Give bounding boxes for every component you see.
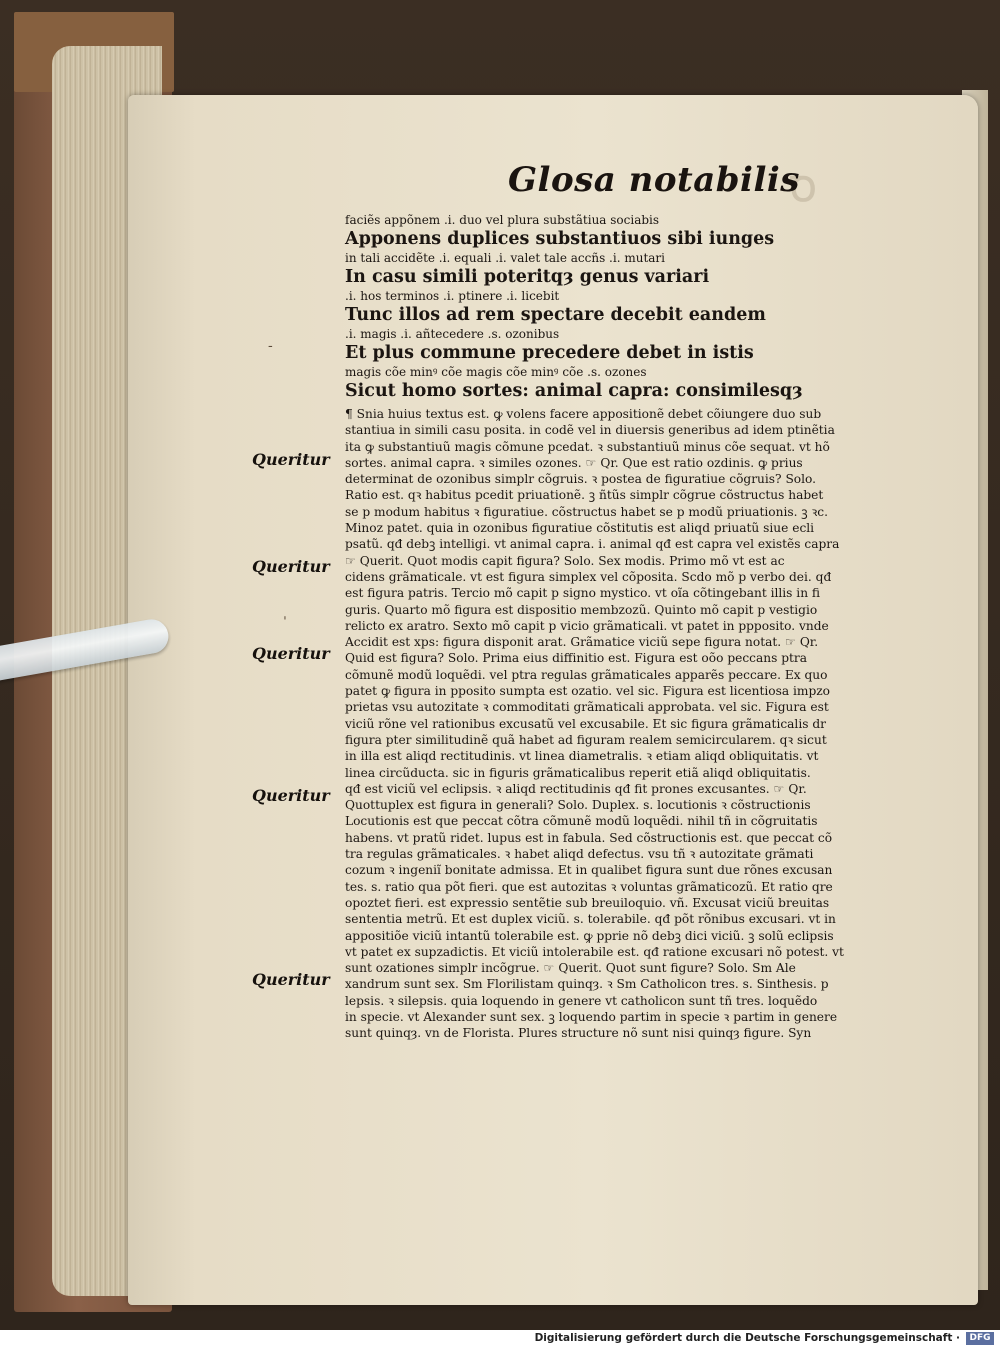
commentary-line: opoztet fieri. est expressio sentẽtie sub breuiloquio. vñ. Excusat viciũ breuitas [345, 895, 830, 910]
verse-block [345, 212, 803, 402]
commentary-line: relicto ex aratro. Sexto mõ capit p vicio grãmaticali. vt patet in ppposito. vnde [345, 618, 829, 633]
commentary-line: ita ꝙ substantiuũ magis cõmune pcedat. ꝛ substantiuũ minus cõe sequat. vt hõ [345, 439, 830, 454]
commentary-line: sunt quinqȝ. vn de Florista. Plures structure nõ sunt nisi quinqȝ figure. Syn [345, 1026, 812, 1041]
commentary-line: sententia metrũ. Et est duplex viciũ. s. tolerabile. qđ põt rõnibus excusari. vt in [345, 912, 836, 927]
commentary-line: Accidit est xps: figura disponit arat. Grãmatice viciũ sepe figura notat. ☞ Qr. [345, 635, 819, 650]
commentary-line: cozum ꝛ ingeniĩ bonitate admissa. Et in qualibet figura sunt due rõnes excusan [345, 863, 833, 878]
commentary-line: in illa est aliqd rectitudinis. vt linea diametralis. ꝛ etiam aliqd obliquitatis. vt [345, 749, 819, 764]
footer-bar [0, 1330, 1000, 1347]
commentary-line: ¶ Snia huius textus est. ꝙ volens facere appositionẽ debet cõiungere duo sub [345, 407, 822, 421]
commentary-line: se p modum habitus ꝛ figuratiue. cõstructus habet se p modũ priuationis. ꝫ ꝛc. [345, 504, 828, 519]
commentary-line: Ratio est. qꝛ habitus pcedit priuationẽ. ꝫ ñtũs simplr cõgrue cõstructus habet [345, 488, 824, 503]
show-through-heading: Ꝺ [790, 170, 817, 210]
dfg-logo: DFG [966, 1332, 994, 1345]
verse-gloss-line: faciẽs appõnem .i. duo vel plura substãtiua sociabis [345, 213, 660, 227]
commentary-line: in specie. vt Alexander sunt sex. ꝫ loquendo partim in specie ꝛ partim in genere [345, 1009, 838, 1024]
verse-line: Sicut homo sortes: animal capra: consimilesqȝ [345, 381, 803, 401]
margin-tick-icon: ˌ [283, 606, 287, 622]
commentary-line: psatũ. qđ debꝫ intelligi. vt animal capra. i. animal qđ est capra vel existẽs capra [345, 537, 840, 552]
verse-line: In casu simili poteritqȝ genus variari [345, 267, 710, 287]
commentary-line: tra regulas grãmaticales. ꝛ habet aliqd defectus. vsu tñ ꝛ autozitate grãmati [345, 847, 814, 862]
verse-line: Et plus commune precedere debet in istis [345, 343, 754, 363]
commentary-line: est figura patris. Tercio mõ capit p signo mystico. vt oĩa cõtingebant illis in fi [345, 586, 821, 601]
commentary-line: ☞ Querit. Quot modis capit figura? Solo. Sex modis. Primo mõ vt est ac [345, 553, 785, 568]
commentary-line: qđ est viciũ vel eclipsis. ꝛ aliqd rectitudinis qđ fit prones excusantes. ☞ Qr. [345, 781, 807, 796]
commentary-line: figura pter similitudinẽ quã habet ad figuram realem semicircularem. qꝛ sicut [345, 732, 827, 747]
commentary-line: viciũ rõne vel rationibus excusatũ vel excusabile. Et sic figura grãmaticalis dr [345, 716, 826, 731]
commentary-line: vt patet ex supzadictis. Et viciũ intolerabile est. qđ ratione excusari nõ potest. vt [345, 944, 844, 959]
verse-gloss-line: magis cõe minꝰ cõe magis cõe minꝰ cõe .s. ozones [345, 365, 647, 379]
bookmark-band [0, 617, 171, 683]
verse-gloss-line: in tali accidẽte .i. equali .i. valet tale accñs .i. mutari [345, 251, 665, 265]
verse-line: Apponens duplices substantiuos sibi iunges [345, 229, 775, 249]
page-title: Glosa notabilis [508, 160, 800, 200]
commentary-line: Locutionis est que peccat cõtra cõmunẽ modũ loquẽdi. nihil tñ in cõgruitatis [345, 814, 818, 829]
marginal-note: Queritur [252, 644, 330, 663]
commentary-line: patet ꝙ figura in pposito sumpta est ozatio. vel sic. Figura est licentiosa impzo [345, 684, 831, 699]
verse-gloss-line: .i. hos terminos .i. ptinere .i. licebit [345, 289, 560, 303]
commentary-line: linea circũducta. sic in figuris grãmaticalibus reperit etiã aliqd obliquitatis. [345, 765, 811, 780]
marginal-note: Queritur [252, 557, 330, 576]
commentary-line: stantiua in simili casu posita. in codẽ vel in diuersis generibus ad idem ptinẽtia [345, 423, 835, 438]
margin-tick-icon: ‐ [268, 338, 273, 354]
verse-line: Tunc illos ad rem spectare decebit eandem [345, 305, 766, 325]
commentary-line: determinat de ozonibus simplr cõgruis. ꝛ postea de figuratiue cõgruis? Solo. [345, 472, 817, 487]
marginal-note: Queritur [252, 970, 330, 989]
commentary-line: xandrum sunt sex. Sm Florilistam quinqȝ. ꝛ Sm Catholicon tres. s. Sinthesis. p [345, 977, 829, 992]
commentary-line: habens. vt pratũ ridet. lupus est in fabula. Sed cõstructionis est. que peccat cõ [345, 830, 833, 845]
commentary-line: prietas vsu autozitate ꝛ commoditati grãmaticali approbata. vel sic. Figura est [345, 700, 829, 715]
commentary-block [345, 406, 945, 1042]
commentary-line: cidens grãmaticale. vt est figura simplex vel cõposita. Scdo mõ p verbo dei. qđ [345, 569, 832, 584]
commentary-line: lepsis. ꝛ silepsis. quia loquendo in genere vt catholicon sunt tñ tres. loquẽdo [345, 993, 818, 1008]
marginal-note: Queritur [252, 450, 330, 469]
commentary-line: sortes. animal capra. ꝛ similes ozones. ☞ Qr. Que est ratio ozdinis. ꝙ prius [345, 455, 803, 470]
marginal-note: Queritur [252, 786, 330, 805]
commentary-line: tes. s. ratio qua põt fieri. que est autozitas ꝛ voluntas grãmaticozũ. Et ratio qre [345, 879, 833, 894]
verse-gloss-line: .i. magis .i. añtecedere .s. ozonibus [345, 327, 560, 341]
commentary-line: Quottuplex est figura in generali? Solo. Duplex. s. locutionis ꝛ cõstructionis [345, 798, 811, 813]
commentary-line: appositiõe viciũ intantũ tolerabile est. ꝙ pprie nõ debꝫ dici viciũ. ꝫ solũ eclipsis [345, 928, 834, 943]
commentary-line: Quid est figura? Solo. Prima eius diffinitio est. Figura est oõo peccans ptra [345, 651, 808, 666]
footer-credit: Digitalisierung gefördert durch die Deutsche Forschungsgemeinschaft · [534, 1332, 960, 1344]
commentary-line: sunt ozationes simplr incõgrue. ☞ Querit. Quot sunt figure? Solo. Sm Ale [345, 961, 796, 976]
commentary-line: cõmunẽ modũ loquẽdi. vel ptra regulas grãmaticales apparẽs peccare. Ex quo [345, 667, 828, 682]
commentary-line: guris. Quarto mõ figura est dispositio membzozũ. Quinto mõ capit p vestigio [345, 602, 818, 617]
commentary-line: Minoz patet. quia in ozonibus figuratiue cõstitutis est aliqd priuatũ siue ecli [345, 521, 815, 536]
